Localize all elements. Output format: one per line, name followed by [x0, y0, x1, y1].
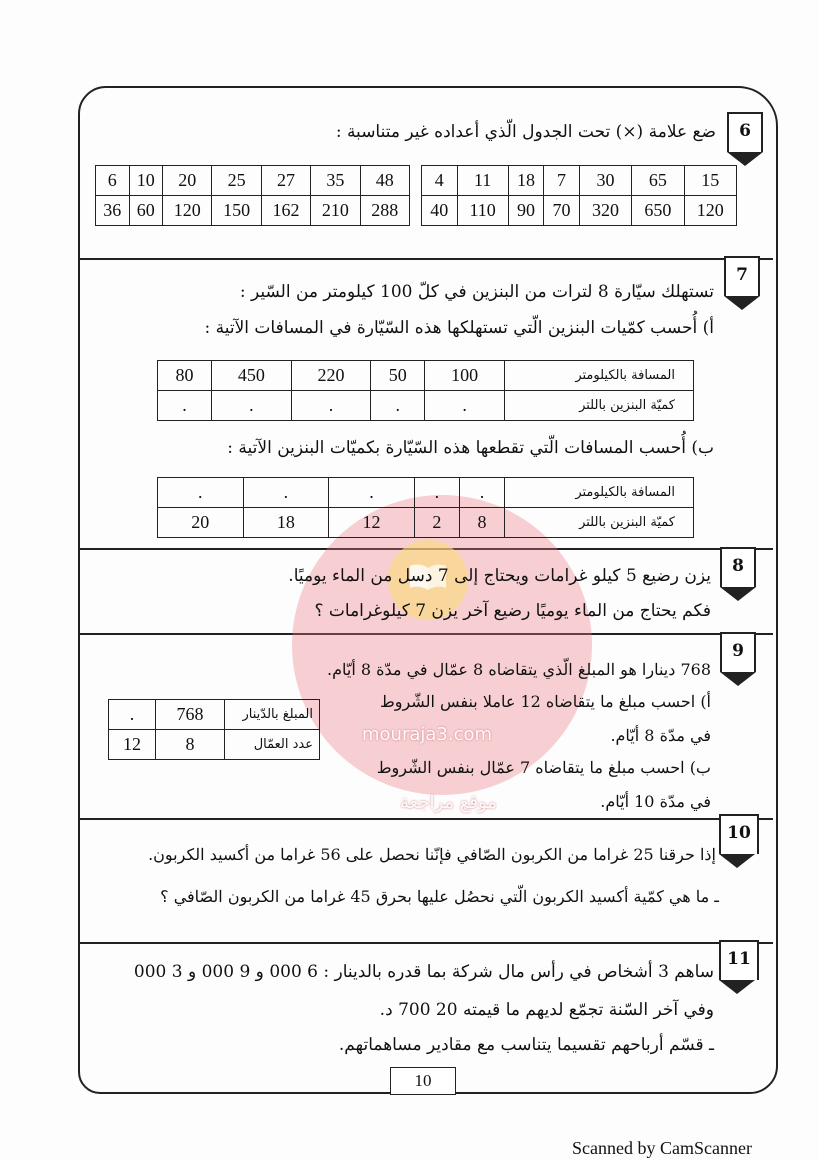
- cell: 60: [129, 196, 163, 226]
- ex11-line2: وفي آخر السّنة تجمّع لديهم ما قيمته 20 700 د.: [379, 1000, 714, 1020]
- cell: 25: [212, 166, 261, 196]
- ex6-table-left: [95, 165, 410, 226]
- exercise-11-badge: 11: [719, 940, 759, 980]
- ex11-line3: ـ قسّم أرباحهم تقسيما يتناسب مع مقادير مساهماتهم.: [338, 1035, 714, 1055]
- cell: 120: [163, 196, 212, 226]
- cell: .: [291, 391, 371, 421]
- ex9-a2: في مدّة 8 أيّام.: [610, 726, 711, 745]
- ex7-table-a: [157, 360, 694, 421]
- cell: 8: [459, 508, 504, 538]
- cell: 120: [684, 196, 736, 226]
- page-number: 10: [390, 1067, 456, 1095]
- cell: 4: [422, 166, 458, 196]
- cell: 18: [508, 166, 544, 196]
- cell: 162: [261, 196, 310, 226]
- cell: 8: [155, 730, 224, 760]
- exercise-10-badge: 10: [719, 814, 759, 854]
- ex8-line1: يزن رضيع 5 كيلو غرامات ويحتاج إلى 7 دسل من الماء يوميًا.: [288, 566, 711, 586]
- ex9-intro: 768 دينارا هو المبلغ الّذي يتقاضاه 8 عمّال في مدّة 8 أيّام.: [327, 660, 711, 679]
- cell: .: [371, 391, 425, 421]
- cell: 30: [579, 166, 631, 196]
- cell: .: [425, 391, 505, 421]
- row-label: المبلغ بالدّينار: [225, 700, 320, 730]
- divider: [80, 942, 773, 944]
- divider: [80, 818, 773, 820]
- ex9-table: [108, 699, 320, 760]
- cell: .: [459, 478, 504, 508]
- cell: .: [158, 478, 244, 508]
- cell: 90: [508, 196, 544, 226]
- ex11-line1: ساهم 3 أشخاص في رأس مال شركة بما قدره بالدينار : 6 000 و 9 000 و 3 000: [133, 962, 714, 982]
- cell: .: [243, 478, 329, 508]
- exercise-7-badge: 7: [724, 256, 760, 296]
- cell: 650: [632, 196, 684, 226]
- cell: .: [212, 391, 292, 421]
- cell: 50: [371, 361, 425, 391]
- cell: 320: [579, 196, 631, 226]
- row-label: كميّة البنزين باللتر: [505, 508, 694, 538]
- exercise-6-badge: 6: [727, 112, 763, 152]
- cell: 6: [96, 166, 130, 196]
- cell: 150: [212, 196, 261, 226]
- cell: 15: [684, 166, 736, 196]
- cell: 7: [544, 166, 580, 196]
- cell: 288: [360, 196, 409, 226]
- row-label: المسافة بالكيلومتر: [505, 361, 694, 391]
- ex6-prompt: ضع علامة (×) تحت الجدول الّذي أعداده غير متناسبة :: [335, 122, 716, 142]
- cell: .: [158, 391, 212, 421]
- cell: 220: [291, 361, 371, 391]
- cell: 10: [129, 166, 163, 196]
- cell: 12: [109, 730, 156, 760]
- row-label: عدد العمّال: [225, 730, 320, 760]
- cell: 27: [261, 166, 310, 196]
- watermark-circle: [292, 495, 592, 795]
- ex9-b2: في مدّة 10 أيّام.: [600, 792, 711, 811]
- watermark-arabic: موقع مراجعة: [400, 792, 497, 813]
- cell: 36: [96, 196, 130, 226]
- ex7-intro: تستهلك سيّارة 8 لترات من البنزين في كلّ 100 كيلومتر من السّير :: [239, 282, 714, 302]
- cell: 110: [457, 196, 508, 226]
- ex7-table-b: [157, 477, 694, 538]
- cell: 48: [360, 166, 409, 196]
- cell: 35: [311, 166, 360, 196]
- ex9-a1: أ) احسب مبلغ ما يتقاضاه 12 عاملا بنفس الشّروط: [379, 692, 711, 711]
- ex10-line2: ـ ما هي كمّية أكسيد الكربون الّتي نحصُل عليها بحرق 45 غراما من الكربون الصّافي ؟: [160, 887, 719, 906]
- cell: 100: [425, 361, 505, 391]
- watermark-latin: mouraja3.com: [362, 724, 493, 745]
- cell: 12: [329, 508, 415, 538]
- cell: .: [329, 478, 415, 508]
- row-label: كميّة البنزين باللتر: [505, 391, 694, 421]
- ex9-b1: ب) احسب مبلغ ما يتقاضاه 7 عمّال بنفس الشّروط: [376, 758, 711, 777]
- cell: 2: [414, 508, 459, 538]
- cell: 450: [212, 361, 292, 391]
- ex7-part-a: أ) أُحسب كمّيات البنزين الّتي تستهلكها هذه السّيّارة في المسافات الآتية :: [204, 318, 714, 338]
- cell: 20: [163, 166, 212, 196]
- ex7-part-b: ب) أُحسب المسافات الّتي تقطعها هذه السّيّارة بكميّات البنزين الآتية :: [227, 438, 714, 458]
- scanner-footer: Scanned by CamScanner: [572, 1138, 752, 1158]
- cell: .: [414, 478, 459, 508]
- cell: 70: [544, 196, 580, 226]
- cell: 18: [243, 508, 329, 538]
- exercise-9-badge: 9: [720, 632, 756, 672]
- row-label: المسافة بالكيلومتر: [505, 478, 694, 508]
- ex6-table-right: [421, 165, 737, 226]
- cell: 20: [158, 508, 244, 538]
- cell: 11: [457, 166, 508, 196]
- cell: 210: [311, 196, 360, 226]
- cell: 768: [155, 700, 224, 730]
- cell: 65: [632, 166, 684, 196]
- cell: 40: [422, 196, 458, 226]
- ex8-line2: فكم يحتاج من الماء يوميًا رضيع آخر يزن 7 كيلوغرامات ؟: [314, 601, 711, 621]
- cell: 80: [158, 361, 212, 391]
- cell: .: [109, 700, 156, 730]
- exercise-8-badge: 8: [720, 547, 756, 587]
- ex10-line1: إذا حرقنا 25 غراما من الكربون الصّافي فإنّنا نحصل على 56 غراما من أكسيد الكربون.: [148, 845, 716, 864]
- divider: [80, 258, 773, 260]
